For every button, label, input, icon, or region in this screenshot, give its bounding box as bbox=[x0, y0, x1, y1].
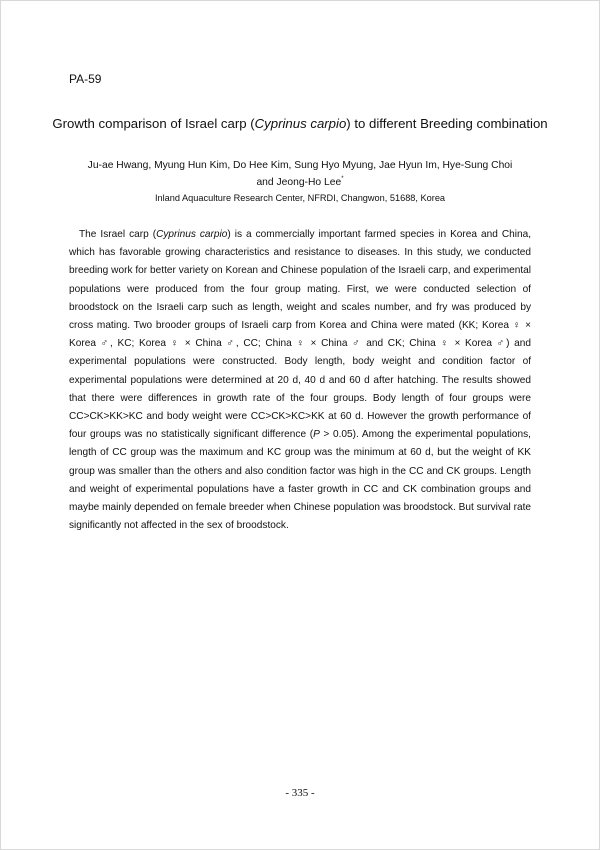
author-line-2 bbox=[60, 174, 540, 191]
abstract-text-2: ) is a commercially important farmed species in Korea and China, which has favorable growing characteristics and resistance to diseases. In this study, we conducted breeding work for better variety on Korean and Chinese population of the Israeli carp, and experimental populations were produced from the four group mating. First, we were conducted selection of broodstock on the Israeli carp such as length, weight and scales number, and fry was produced by cross mating. Two brooder groups of Israeli carp from Korea and China were mated (KK; Korea ♀ × Korea ♂, KC; Korea ♀ × China ♂, CC; China ♀ × China ♂ and CK; China ♀ × Korea ♂) and experimental populations were constructed. Body length, body weight and condition factor of experimental populations were determined at 20 d, 40 d and 60 d after hatching. The results showed that there were differences in growth rate of the four groups. Body length of four groups were CC>CK>KK>KC and body weight were CC>CK>KC>KK at 60 d. However the growth performance of four groups was no statistically significant difference ( bbox=[69, 229, 532, 441]
abstract-species-name: Cyprinus carpio bbox=[156, 229, 228, 240]
paper-title bbox=[0, 116, 600, 131]
author-line-1: Ju-ae Hwang, Myung Hun Kim, Do Hee Kim, Sung Hyo Myung, Jae Hyun Im, Hye-Sung Choi bbox=[87, 160, 513, 171]
title-species-name: Cyprinus carpio bbox=[254, 116, 347, 131]
abstract-code: PA-59 bbox=[69, 72, 102, 86]
corresponding-author-mark: * bbox=[341, 176, 344, 182]
abstract-body bbox=[69, 226, 531, 535]
abstract-text-1: The Israel carp ( bbox=[79, 229, 157, 240]
abstract-text-3: > 0.05). Among the experimental populations, length of CC group was the maximum and KC group was the minimum at 60 d, but the weight of KK group was smaller than the others and also condition factor was high in the CC and CK groups. Length and weight of experimental populations have a faster growth in CC and CK combination groups and maybe mainly depended on female breeder when Chinese population was broodstock. But survival rate significantly not affected in the sex of broodstock. bbox=[69, 429, 531, 532]
last-author: and Jeong-Ho Lee bbox=[256, 177, 342, 188]
page-number: - 335 - bbox=[285, 787, 315, 799]
author-list bbox=[60, 157, 540, 191]
abstract-paragraph bbox=[69, 226, 531, 535]
p-value-symbol: P bbox=[313, 429, 320, 441]
affiliation: Inland Aquaculture Research Center, NFRDI, Changwon, 51688, Korea bbox=[154, 193, 446, 203]
title-text-start: Growth comparison of Israel carp ( bbox=[52, 116, 255, 131]
title-text-end: ) to different Breeding combination bbox=[346, 116, 548, 131]
